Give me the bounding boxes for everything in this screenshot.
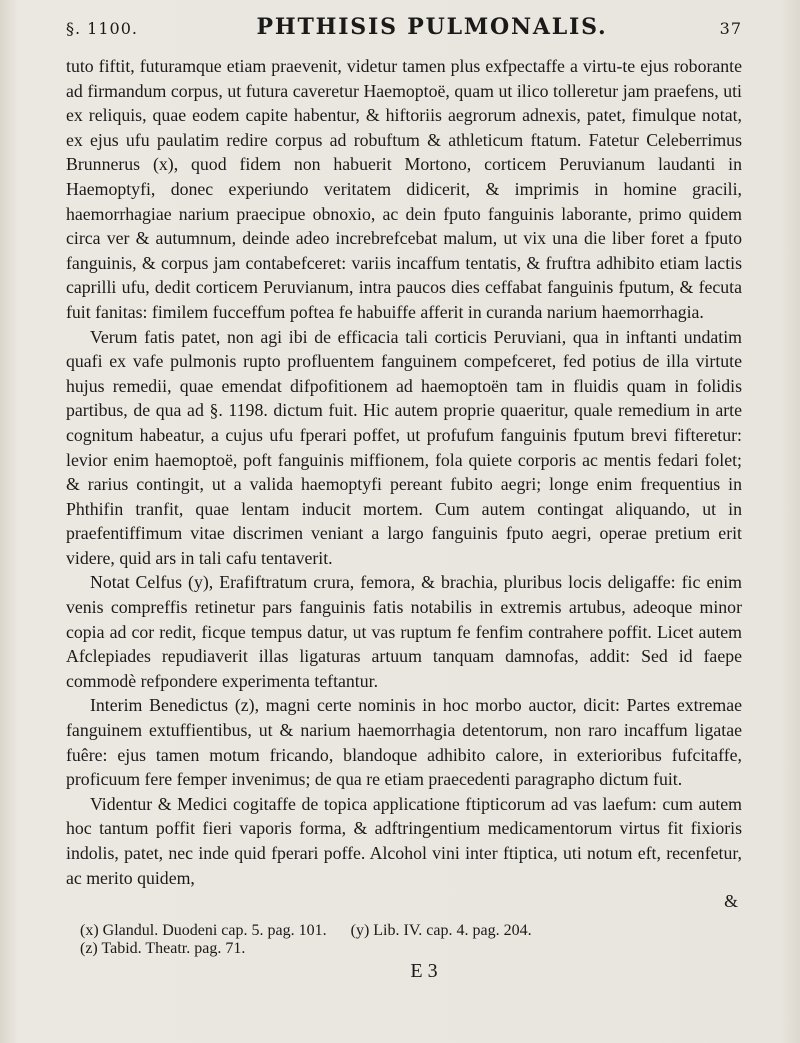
signature-mark: E 3 bbox=[410, 960, 438, 983]
footnotes bbox=[66, 922, 742, 958]
paragraph: Videntur & Medici cogitaffe de topica applicatione ftipticorum ad vas laefum: cum autem hoc tantum poffit fieri vaporis forma, & adftringentium medicamentorum virtus fit fixioris indolis, patet, nec inde quid fperari poffe. Alcohol vini inter ftiptica, uti notum eft, recenfetur, ac merito quidem, bbox=[66, 793, 742, 888]
paragraph: Verum fatis patet, non agi ibi de efficacia tali corticis Peruviani, qua in inftanti undatim quafi ex vafe pulmonis rupto profluentem fanguinem compefceret, fed potius de illa virtute hujus remedii, quae emendat difpofitionem ad haemoptoën tam in fluidis quam in folidis partibus, de qua ad §. 1198. dictum fuit. Hic autem proprie quaeritur, quale remedium in arte cognitum habeatur, a cujus ufu fperari poffet, ut profufum fanguinis fputum brevi fifteretur: levior enim haemoptoë, poft fanguinis miffionem, fola quiete corporis ac mentis fedari folet; & rarius contingit, ut a valida haemoptyfi pereant fubito aegri; longe enim frequentius in Phthifin tranfit, quae lentam inducit mortem. Cum autem contingat aliquando, ut in praefentiffimum vitae discrimen veniant a largo fanguinis fputo aegri, operae pretium erit videre, quid ars in tali cafu tentaverit. bbox=[66, 326, 742, 568]
paragraph: tuto fiftit, futuramque etiam praevenit, videtur tamen plus exfpectaffe a virtu-te ejus roborante ad firmandum corpus, ut futura caveretur Haemoptoë, quam ut ilico tolleretur jam praefens, uti ex reliquis, quae eodem capite habentur, & hiftoriis aegrorum adnexis, patet, fimulque notat, ex ejus ufu paulatim redire corpus ad robuftum & athleticum ftatum. Fatetur Celeberrimus Brunnerus (x), quod fidem non habuerit Mortono, corticem Peruvianum laudanti in Haemoptyfi, donec experiundo veritatem didicerit, & imprimis in homine gracili, haemorrhagiae narium praecipue obnoxio, ac dein fputo fanguinis laborante, primo quidem circa ver & autumnum, deinde adeo increbrefcebat malum, ut vix una die liber foret a fputo fanguinis, & corpus jam contabefceret: variis incaffum tentatis, & fruftra adhibito etiam lactis caprilli ufu, dedit corticem Peruvianum, intra paucos dies ceffabat fanguinis fputum, & fecuta fuit fanitas: fimilem fucceffum poftea fe habuiffe afferit in curanda narium haemorrhagia. bbox=[66, 56, 742, 322]
catchword: & bbox=[724, 891, 738, 912]
running-head bbox=[66, 14, 742, 48]
paragraph: Notat Celfus (y), Erafiftratum crura, femora, & brachia, pluribus locis deligaffe: fic enim venis compreffis retinetur pars fanguinis fatis notabilis in extremis artubus, adeoque minor copia ad cor redit, ficque tempus datur, ut vas ruptum fe fenfim contrahere poffit. Licet autem Afclepiades repudiaverit illas ligaturas artuum tanquam damnofas, addit: Sed id faepe commodè refpondere experimenta teftantur. bbox=[66, 572, 742, 691]
page-number: 37 bbox=[719, 19, 742, 38]
paragraph: Interim Benedictus (z), magni certe nominis in hoc morbo auctor, dicit: Partes extremae fanguinem extuffientibus, ut & narium haemorrhagia detentorum, non raro incaffum ligatae fuêre: ejus tamen motum fricando, blandoque adhibito calore, in exterioribus fufcitaffe, proficuum fere femper invenimus; de qua re etiam praecedenti paragrapho dictum fuit. bbox=[66, 695, 742, 790]
footnote: (x) Glandul. Duodeni cap. 5. pag. 101. (y) Lib. IV. cap. 4. pag. 204. bbox=[80, 922, 532, 940]
body-text bbox=[66, 54, 742, 890]
section-number: §. 1100. bbox=[66, 19, 138, 38]
page-title: PHTHISIS PULMONALIS. bbox=[256, 14, 608, 40]
footnote: (z) Tabid. Theatr. pag. 71. bbox=[80, 940, 246, 958]
